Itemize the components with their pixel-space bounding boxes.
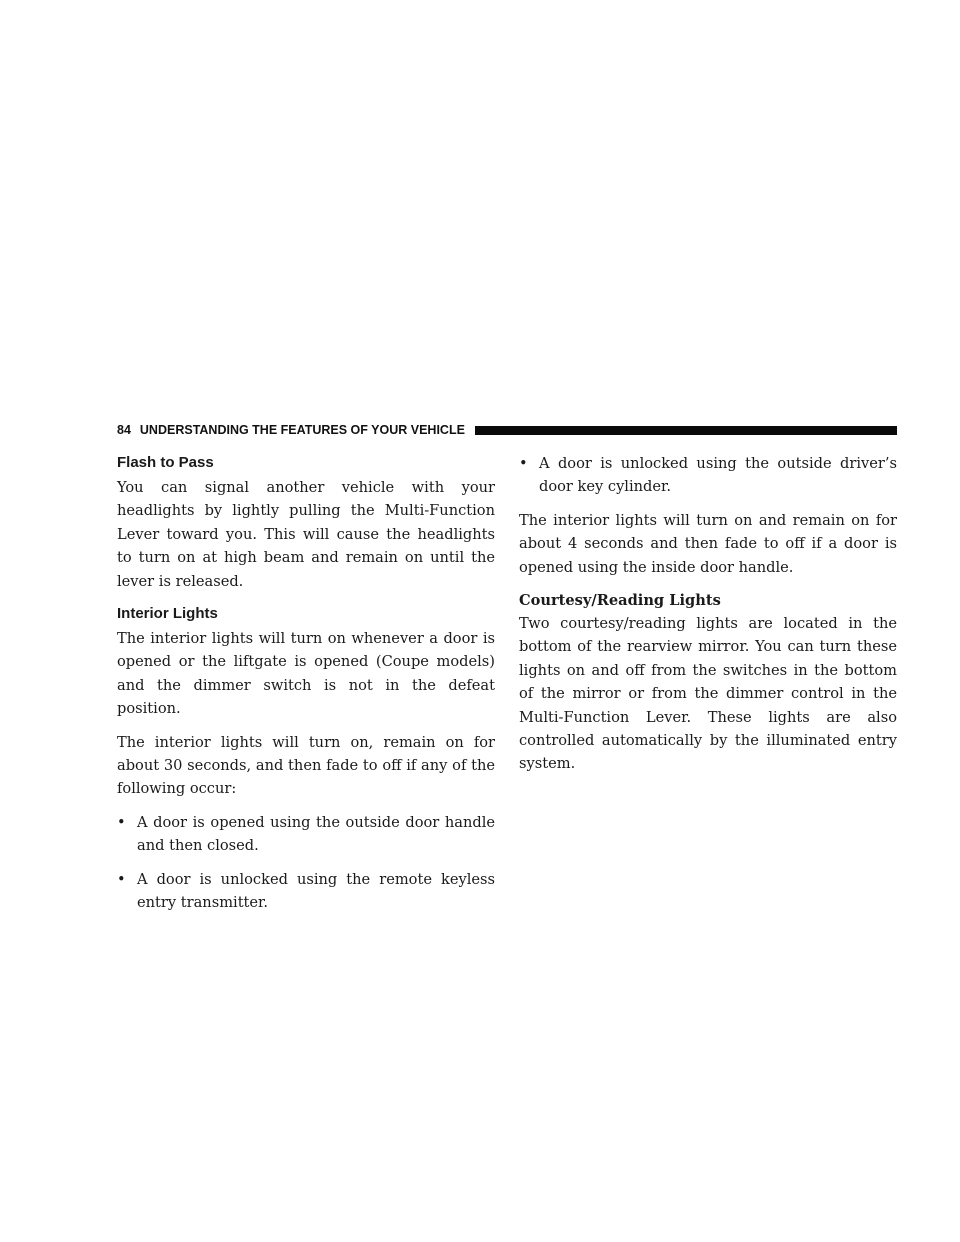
courtesy-lights-heading: Courtesy/Reading Lights (519, 592, 721, 610)
header-rule (475, 426, 897, 435)
page-header (117, 418, 897, 442)
interior-lights-para-1: The interior lights will turn on whenever a door is opened or the liftgate is opened (Coupe models) and the dimmer switch is not in the defeat position. (117, 630, 495, 718)
list-item (519, 452, 897, 499)
list-item (117, 811, 495, 858)
interior-lights-para-3: The interior lights will turn on and remain on for about 4 seconds and then fade to off if a door is opened using the inside door handle. (519, 511, 897, 576)
flash-to-pass-heading: Flash to Pass (117, 454, 214, 471)
right-column (519, 448, 897, 786)
bullet-icon: • (117, 813, 126, 831)
flash-to-pass-body: You can signal another vehicle with your headlights by lightly pulling the Multi-Function Lever toward you. This will cause the headlights to turn on at high beam and remain on until the lever is released. (117, 479, 495, 590)
list-item-text: A door is unlocked using the outside driver’s door key cylinder. (539, 455, 897, 496)
section-title: UNDERSTANDING THE FEATURES OF YOUR VEHICLE (139, 423, 465, 437)
bullet-icon: • (519, 455, 528, 472)
interior-lights-para-2: The interior lights will turn on, remain on for about 30 seconds, and then fade to off if any of the following occur: (117, 733, 495, 798)
list-item-text: A door is opened using the outside door handle and then closed. (137, 813, 495, 855)
list-item (117, 868, 495, 915)
left-column (117, 448, 495, 925)
courtesy-lights-body: Two courtesy/reading lights are located in the bottom of the rearview mirror. You can turn these lights on and off from the switches in the bottom of the mirror or from the dimmer control in the Multi-Function Lever. These lights are also controlled automatically by the illuminated entry system. (519, 615, 897, 773)
interior-lights-heading: Interior Lights (117, 605, 218, 623)
page-number: 84 (117, 423, 131, 437)
bullet-icon: • (117, 870, 126, 888)
list-item-text: A door is unlocked using the remote keyless entry transmitter. (137, 870, 495, 912)
